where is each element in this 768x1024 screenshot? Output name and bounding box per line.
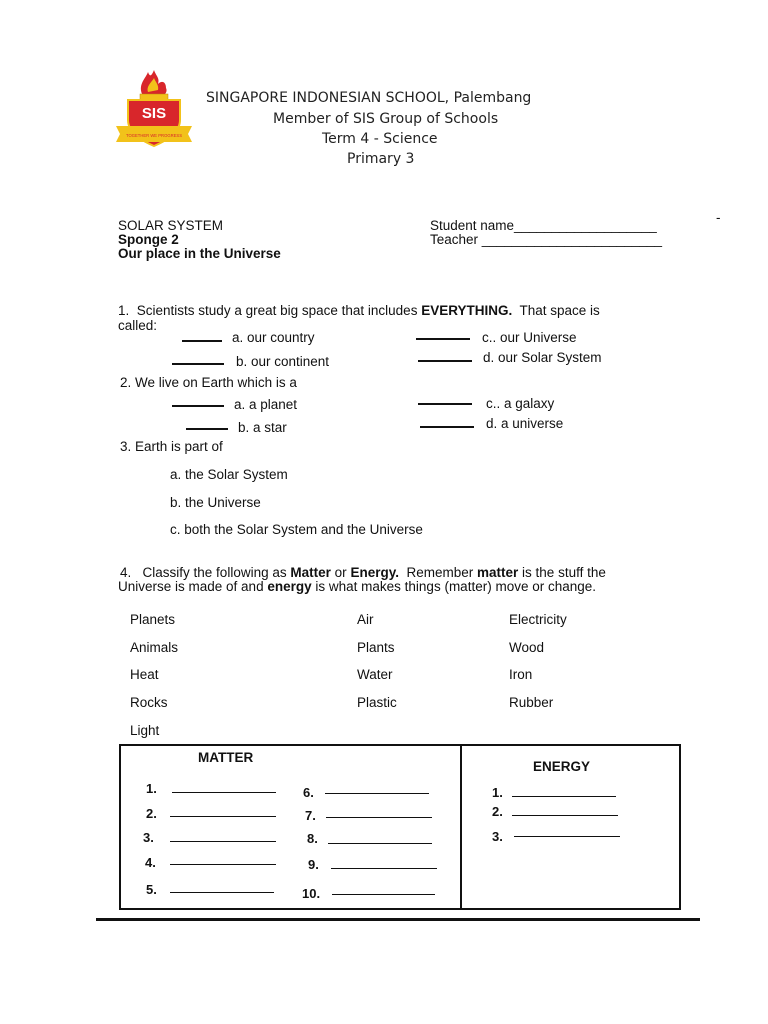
matter-blank-9[interactable] (331, 868, 437, 869)
item-wood: Wood (509, 640, 545, 655)
logo-text: SIS (141, 105, 167, 122)
energy-blank-1[interactable] (512, 796, 616, 797)
matter-num-8: 8. (307, 831, 318, 846)
item-air: Air (357, 612, 374, 627)
energy-blank-3[interactable] (514, 836, 620, 837)
q4-part2: Remember (406, 565, 474, 580)
student-name-field[interactable]: Student name___________________ (430, 218, 657, 233)
q2d-answer-blank[interactable] (420, 426, 474, 428)
item-plastic: Plastic (357, 695, 397, 710)
matter-num-5: 5. (146, 882, 157, 897)
matter-blank-10[interactable] (332, 894, 435, 895)
q4-matter2: matter (477, 565, 519, 580)
energy-num-3: 3. (492, 829, 503, 844)
q1-number: 1. (118, 303, 130, 318)
q2c-answer-blank[interactable] (418, 403, 472, 405)
q2-option-d: d. a universe (486, 416, 564, 431)
item-planets: Planets (130, 612, 176, 627)
q1b-answer-blank[interactable] (172, 363, 224, 365)
q4-text-line1 (120, 565, 606, 580)
school-name: SINGAPORE INDONESIAN SCHOOL, Palembang (206, 90, 532, 106)
item-water: Water (357, 667, 393, 682)
logo-motto: TOGETHER WE PROGRESS (126, 133, 182, 138)
matter-num-2: 2. (146, 806, 157, 821)
q1-stem-end: That space is (519, 303, 600, 318)
q4-text-line2 (118, 579, 596, 594)
energy-num-1: 1. (492, 785, 503, 800)
q1-emphasis: EVERYTHING. (421, 303, 513, 318)
q4-line2-part2: is what makes things (matter) move or change. (315, 579, 597, 594)
stray-mark: - (716, 210, 721, 225)
q1c-answer-blank[interactable] (416, 338, 470, 340)
school-logo (112, 66, 196, 150)
q4-energy: Energy. (350, 565, 399, 580)
q2-option-c: c.. a galaxy (486, 396, 555, 411)
member-line: Member of SIS Group of Schools (273, 111, 499, 127)
q1-option-c: c.. our Universe (482, 330, 577, 345)
item-electricity: Electricity (509, 612, 567, 627)
matter-blank-8[interactable] (328, 843, 432, 844)
q1-option-b: b. our continent (236, 354, 330, 369)
q1d-answer-blank[interactable] (418, 360, 472, 362)
matter-blank-7[interactable] (326, 817, 432, 818)
matter-blank-5[interactable] (170, 892, 274, 893)
q4-energy2: energy (267, 579, 312, 594)
q1-option-d: d. our Solar System (483, 350, 602, 365)
q1-option-a: a. our country (232, 330, 315, 345)
matter-num-9: 9. (308, 857, 319, 872)
item-light: Light (130, 723, 160, 738)
q3-option-b: b. the Universe (170, 495, 261, 510)
matter-blank-4[interactable] (170, 864, 276, 865)
item-rocks: Rocks (130, 695, 168, 710)
energy-num-2: 2. (492, 804, 503, 819)
matter-num-7: 7. (305, 808, 316, 823)
matter-num-3: 3. (143, 830, 154, 845)
item-rubber: Rubber (509, 695, 554, 710)
q4-matter: Matter (290, 565, 331, 580)
worksheet-subtitle: Our place in the Universe (118, 246, 281, 261)
q4-part1: Classify the following as (142, 565, 287, 580)
q1-text-line2: called: (118, 318, 158, 333)
q1a-answer-blank[interactable] (182, 340, 222, 342)
q3-text: 3. Earth is part of (120, 439, 223, 454)
item-iron: Iron (509, 667, 533, 682)
matter-blank-3[interactable] (170, 841, 276, 842)
q1-text (118, 303, 600, 318)
q4-part3: is the stuff the (522, 565, 606, 580)
matter-num-10: 10. (302, 886, 321, 901)
q3-option-a: a. the Solar System (170, 467, 288, 482)
q4-or: or (334, 565, 347, 580)
term-line: Term 4 - Science (322, 131, 438, 147)
classification-table (119, 744, 681, 910)
table-divider (460, 744, 462, 910)
q2-text: 2. We live on Earth which is a (120, 375, 297, 390)
q4-number: 4. (120, 565, 132, 580)
q2-option-a: a. a planet (234, 397, 298, 412)
matter-heading: MATTER (198, 750, 254, 765)
q2b-answer-blank[interactable] (186, 428, 228, 430)
matter-num-1: 1. (146, 781, 157, 796)
energy-heading: ENERGY (533, 759, 591, 774)
matter-blank-1[interactable] (172, 792, 276, 793)
energy-blank-2[interactable] (512, 815, 618, 816)
topic-title: SOLAR SYSTEM (118, 218, 224, 233)
q2a-answer-blank[interactable] (172, 405, 224, 407)
item-animals: Animals (130, 640, 179, 655)
bottom-rule (96, 918, 700, 921)
grade-line: Primary 3 (347, 151, 415, 167)
item-plants: Plants (357, 640, 395, 655)
item-heat: Heat (130, 667, 159, 682)
q4-line2-part1: Universe is made of and (118, 579, 264, 594)
matter-num-6: 6. (303, 785, 314, 800)
matter-num-4: 4. (145, 855, 156, 870)
q3-option-c: c. both the Solar System and the Universe (170, 522, 423, 537)
matter-blank-2[interactable] (170, 816, 276, 817)
teacher-field[interactable]: Teacher ________________________ (430, 232, 662, 247)
q1-stem: Scientists study a great big space that includes (136, 303, 418, 318)
matter-blank-6[interactable] (325, 793, 429, 794)
q2-option-b: b. a star (238, 420, 287, 435)
sponge-label: Sponge 2 (118, 232, 179, 247)
